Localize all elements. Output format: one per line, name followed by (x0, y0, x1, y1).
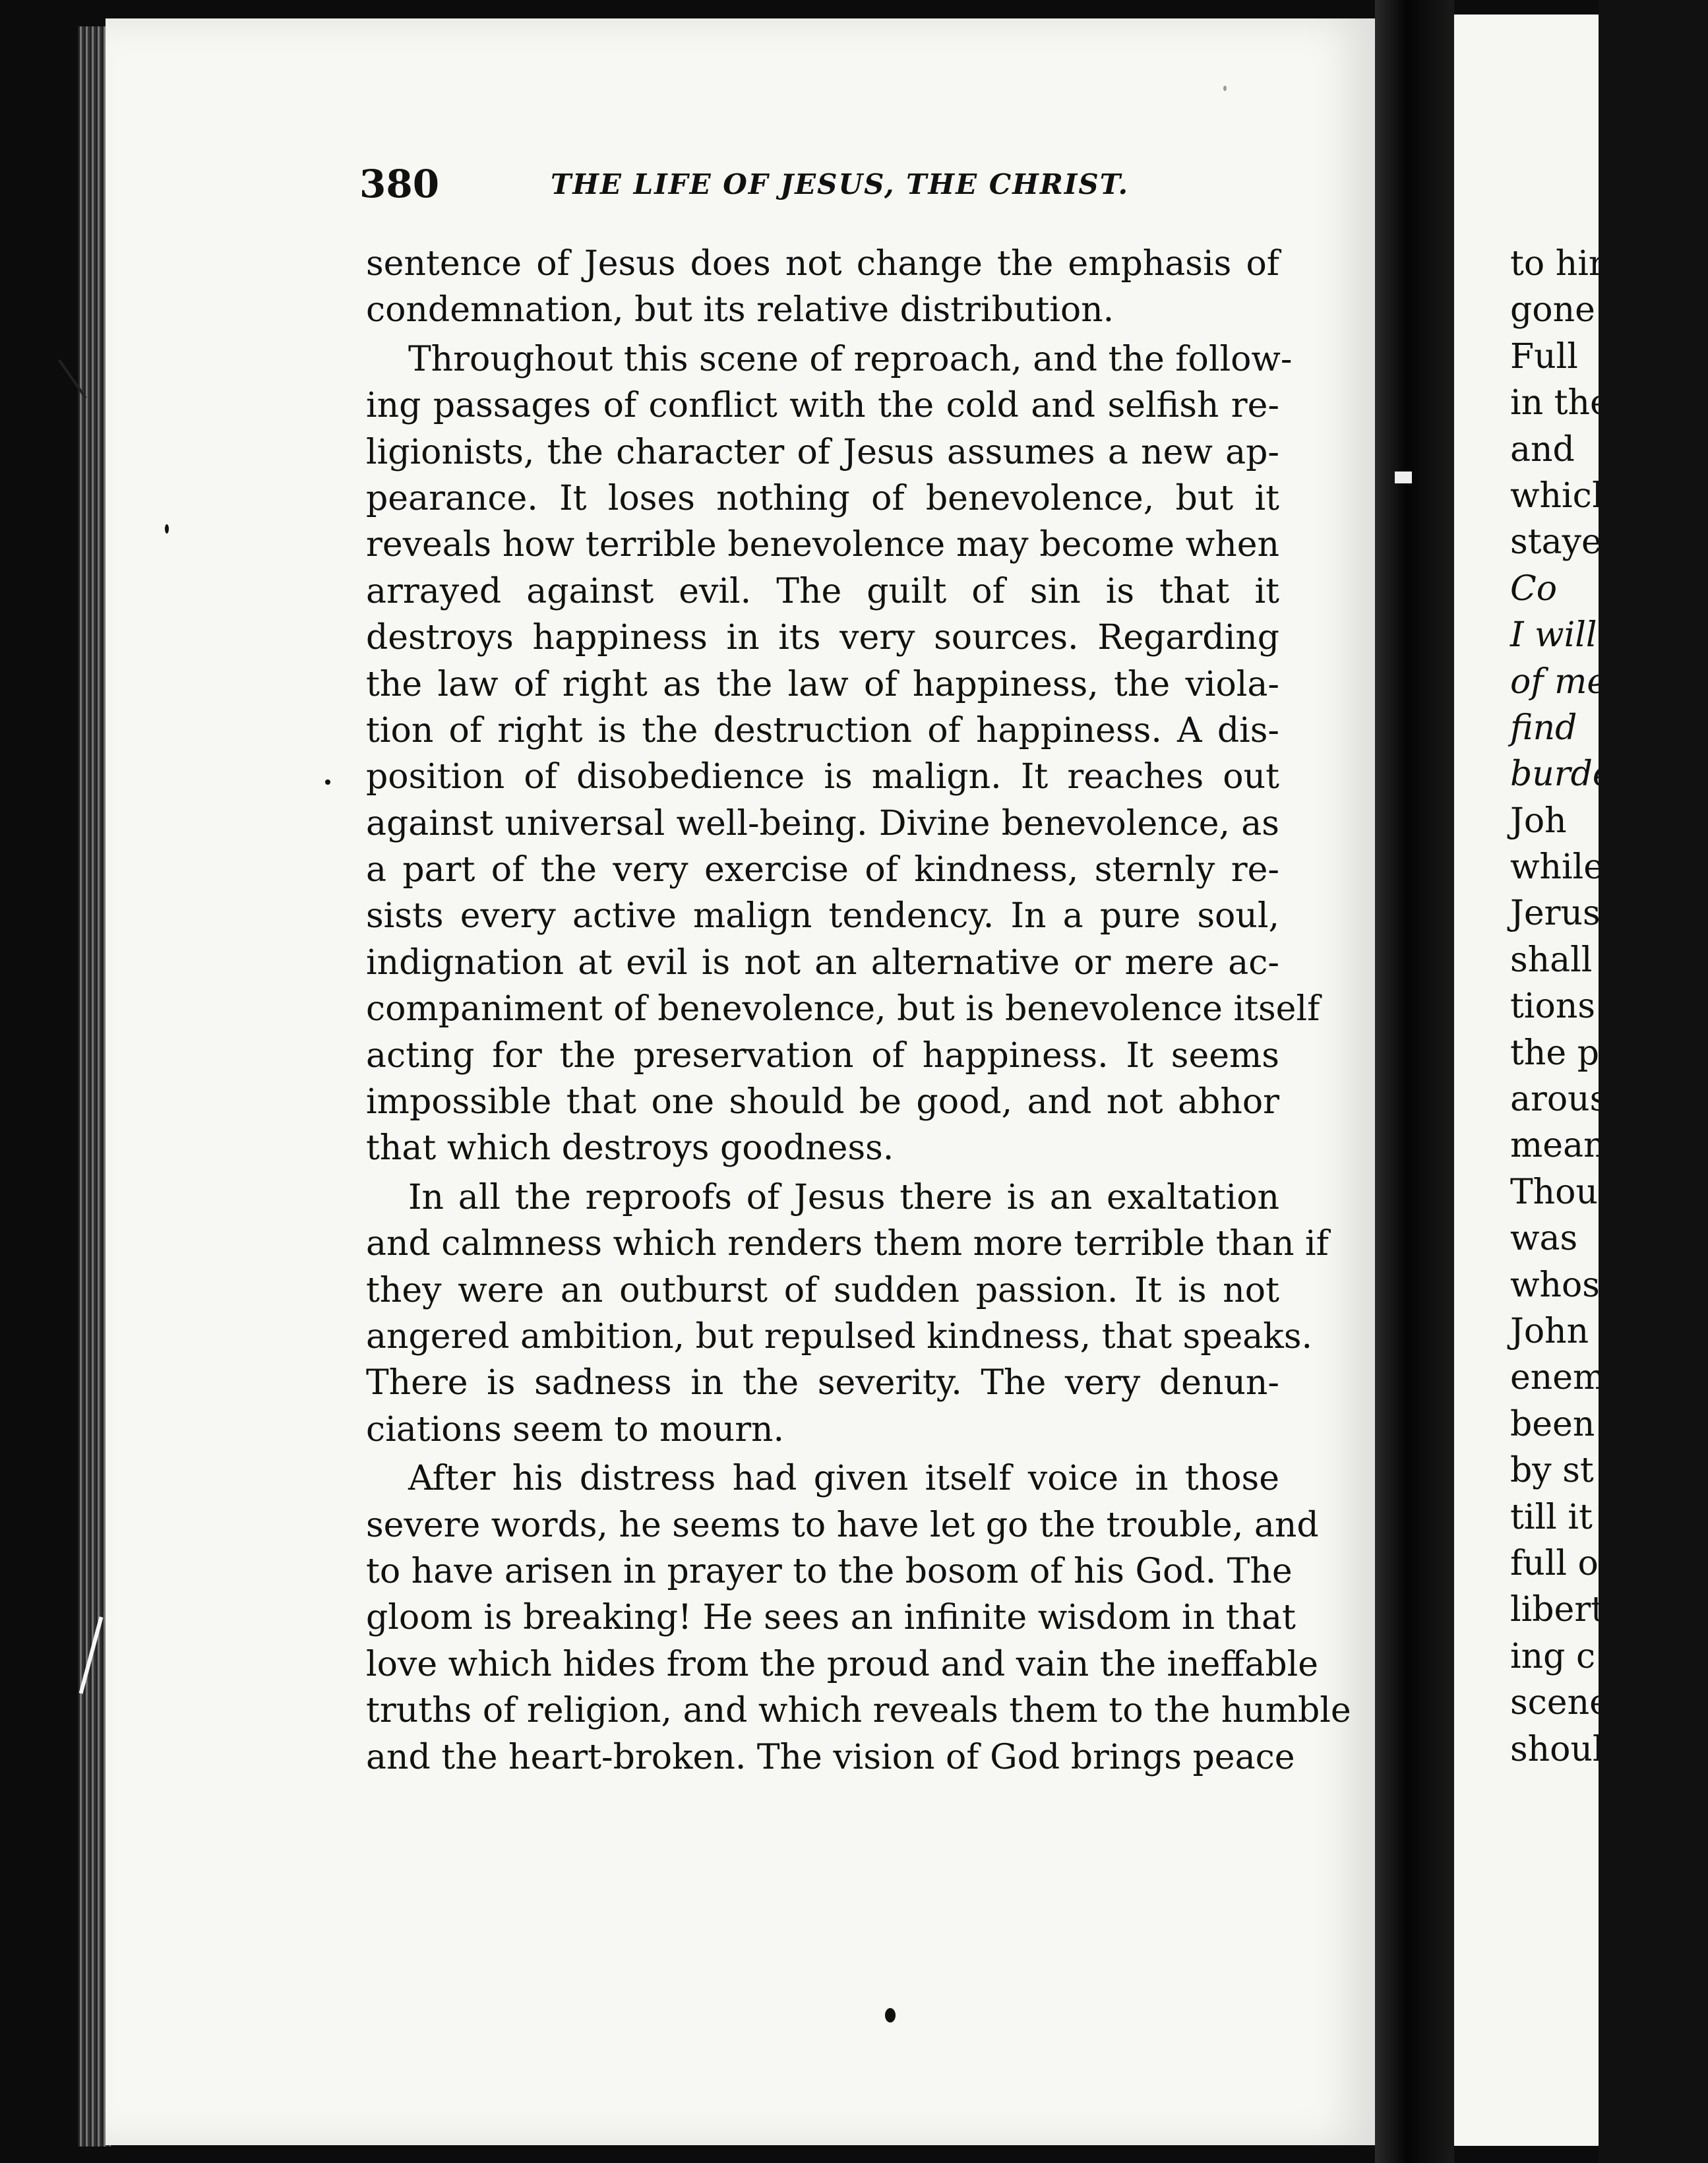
text-fragment: in the (1510, 383, 1610, 423)
text-fragment: and (1510, 429, 1575, 470)
text-fragment: was (1510, 1219, 1578, 1259)
text-fragment: John (1510, 1311, 1589, 1351)
text-line: angered ambition, but repulsed kindness, that speaks. (366, 1316, 1313, 1356)
text-fragment: arous (1510, 1080, 1608, 1120)
text-fragment: whose (1510, 1265, 1620, 1305)
right-page-text (1510, 241, 1708, 1773)
text-fragment: shoul (1510, 1729, 1604, 1769)
text-fragment: of me (1510, 661, 1608, 702)
text-line: they were an outburst of sudden passion. It is not (366, 1270, 1279, 1310)
page-number: 380 (359, 162, 440, 206)
text-fragment: while (1510, 847, 1604, 888)
page-header (359, 162, 1283, 214)
text-fragment: Jerus (1510, 894, 1601, 934)
text-fragment: burder (1510, 754, 1630, 795)
text-fragment: to hir (1510, 244, 1605, 284)
text-line: a part of the very exercise of kindness, sternly re- (366, 850, 1279, 890)
text-line: and calmness which renders them more terrible than if (366, 1224, 1329, 1264)
text-line: sentence of Jesus does not change the emphasis of (366, 244, 1279, 284)
text-fragment: the p (1510, 1033, 1599, 1073)
text-line: love which hides from the proud and vain the ineffable (366, 1644, 1319, 1684)
text-line: to have arisen in prayer to the bosom of his God. The (366, 1551, 1293, 1591)
text-line: gloom is breaking! He sees an infinite wisdom in that (366, 1598, 1296, 1638)
ink-dot (325, 779, 330, 785)
text-line: indignation at evil is not an alternative or mere ac- (366, 942, 1279, 983)
text-line: the law of right as the law of happiness, the viola- (366, 664, 1279, 704)
text-fragment: find (1510, 708, 1577, 748)
text-fragment: which (1510, 475, 1614, 516)
text-line: tion of right is the destruction of happiness. A dis- (366, 710, 1279, 750)
text-fragment: Co (1510, 568, 1558, 609)
ink-dot (165, 524, 169, 533)
text-fragment: enem (1510, 1358, 1606, 1398)
text-line: truths of religion, and which reveals them to the humble (366, 1691, 1351, 1731)
text-fragment: Thou (1510, 1172, 1598, 1212)
ink-dot (885, 2008, 896, 2023)
text-fragment: staye (1510, 522, 1602, 563)
text-fragment: scene (1510, 1683, 1610, 1723)
text-fragment: I will (1510, 615, 1597, 655)
text-fragment: ing c (1510, 1636, 1596, 1676)
gutter-mark (1395, 472, 1412, 483)
text-fragment: Full (1510, 336, 1578, 377)
text-line: companiment of benevolence, but is benevolence itself (366, 989, 1320, 1029)
text-line: ing passages of conflict with the cold and selfish re- (366, 386, 1279, 426)
text-fragment: shall (1510, 940, 1593, 980)
book-gutter (1375, 0, 1454, 2163)
text-line: acting for the preservation of happiness. It seems (366, 1035, 1279, 1076)
body-text (366, 241, 1351, 1781)
text-line: reveals how terrible benevolence may become when (366, 525, 1279, 565)
text-fragment: gone (1510, 290, 1595, 330)
text-line: position of disobedience is malign. It reaches out (366, 757, 1279, 797)
text-fragment: been (1510, 1404, 1595, 1444)
text-line: arrayed against evil. The guilt of sin is that it (366, 571, 1279, 611)
text-line: impossible that one should be good, and not abhor (366, 1082, 1279, 1122)
text-line: against universal well-being. Divine benevolence, as (366, 803, 1279, 843)
paragraph-first-line: After his distress had given itself voice in those (408, 1459, 1279, 1499)
text-fragment: mean (1510, 1126, 1606, 1166)
running-title: THE LIFE OF JESUS, THE CHRIST. (551, 168, 1130, 200)
text-line: condemnation, but its relative distribution. (366, 290, 1114, 330)
text-fragment: tions (1510, 987, 1596, 1027)
text-line: that which destroys goodness. (366, 1128, 894, 1169)
paragraph-first-line: Throughout this scene of reproach, and the follow- (408, 339, 1293, 379)
text-line: destroys happiness in its very sources. Regarding (366, 618, 1279, 658)
text-line: ligionists, the character of Jesus assumes a new ap- (366, 432, 1279, 472)
text-fragment: libert (1510, 1590, 1605, 1630)
text-fragment: full o (1510, 1543, 1599, 1583)
text-line: ciations seem to mourn. (366, 1409, 785, 1449)
text-line: sists every active malign tendency. In a pure soul, (366, 896, 1279, 936)
text-line: pearance. It loses nothing of benevolence, but it (366, 478, 1279, 518)
text-fragment: Joh (1510, 801, 1567, 841)
text-line: There is sadness in the severity. The very denun- (366, 1363, 1279, 1403)
ink-dot (1223, 86, 1227, 91)
paragraph-first-line: In all the reproofs of Jesus there is an exaltation (408, 1177, 1279, 1217)
text-fragment: by st (1510, 1451, 1594, 1491)
text-fragment: till it (1510, 1497, 1593, 1537)
text-line: severe words, he seems to have let go the trouble, and (366, 1505, 1319, 1545)
text-line: and the heart-broken. The vision of God brings peace (366, 1737, 1295, 1777)
